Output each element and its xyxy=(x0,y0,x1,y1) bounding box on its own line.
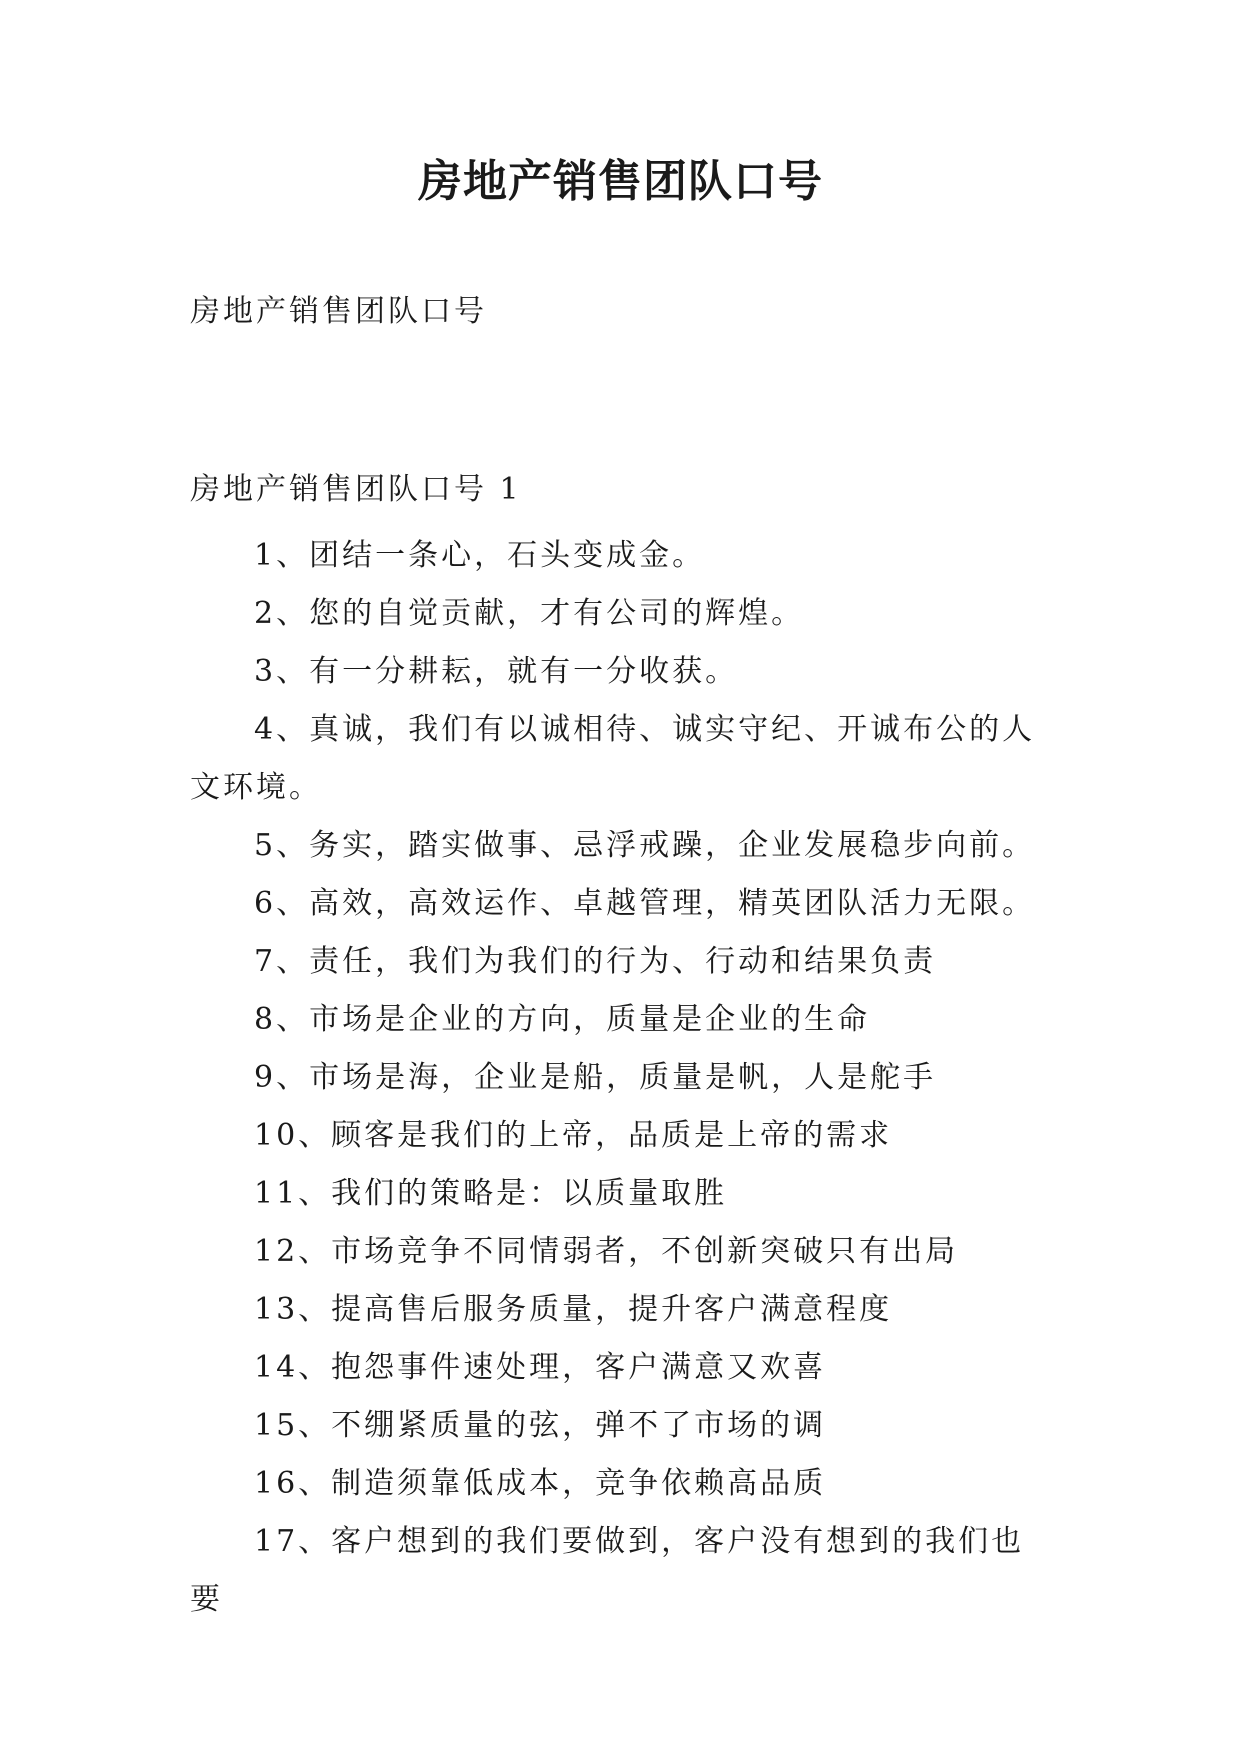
slogan-item: 5、务实，踏实做事、忌浮戒躁，企业发展稳步向前。 xyxy=(254,828,1036,863)
slogan-list xyxy=(190,527,1055,1629)
document-subtitle: 房地产销售团队口号 xyxy=(190,294,487,329)
slogan-item: 6、高效，高效运作、卓越管理，精英团队活力无限。 xyxy=(254,886,1036,921)
slogan-item: 2、您的自觉贡献，才有公司的辉煌。 xyxy=(254,596,805,631)
section-heading: 房地产销售团队口号 1 xyxy=(190,472,522,507)
slogan-item: 16、制造须靠低成本，竞争依赖高品质 xyxy=(254,1466,827,1501)
slogan-item: 7、责任，我们为我们的行为、行动和结果负责 xyxy=(254,944,937,979)
slogan-item: 13、提高售后服务质量，提升客户满意程度 xyxy=(254,1292,893,1327)
slogan-item: 4、真诚，我们有以诚相待、诚实守纪、开诚布公的人文环境。 xyxy=(190,712,1036,805)
slogan-item: 8、市场是企业的方向，质量是企业的生命 xyxy=(254,1002,871,1037)
slogan-item: 12、市场竞争不同情弱者，不创新突破只有出局 xyxy=(254,1234,959,1269)
slogan-item: 17、客户想到的我们要做到，客户没有想到的我们也要 xyxy=(190,1524,1025,1617)
slogan-item: 15、不绷紧质量的弦，弹不了市场的调 xyxy=(254,1408,827,1443)
slogan-item: 11、我们的策略是：以质量取胜 xyxy=(254,1176,728,1211)
document-title: 房地产销售团队口号 xyxy=(418,156,823,207)
slogan-item: 3、有一分耕耘，就有一分收获。 xyxy=(254,654,739,689)
slogan-item: 14、抱怨事件速处理，客户满意又欢喜 xyxy=(254,1350,827,1385)
slogan-item: 1、团结一条心，石头变成金。 xyxy=(254,538,706,573)
slogan-item: 9、市场是海，企业是船，质量是帆，人是舵手 xyxy=(254,1060,937,1095)
slogan-item: 10、顾客是我们的上帝，品质是上帝的需求 xyxy=(254,1118,893,1153)
